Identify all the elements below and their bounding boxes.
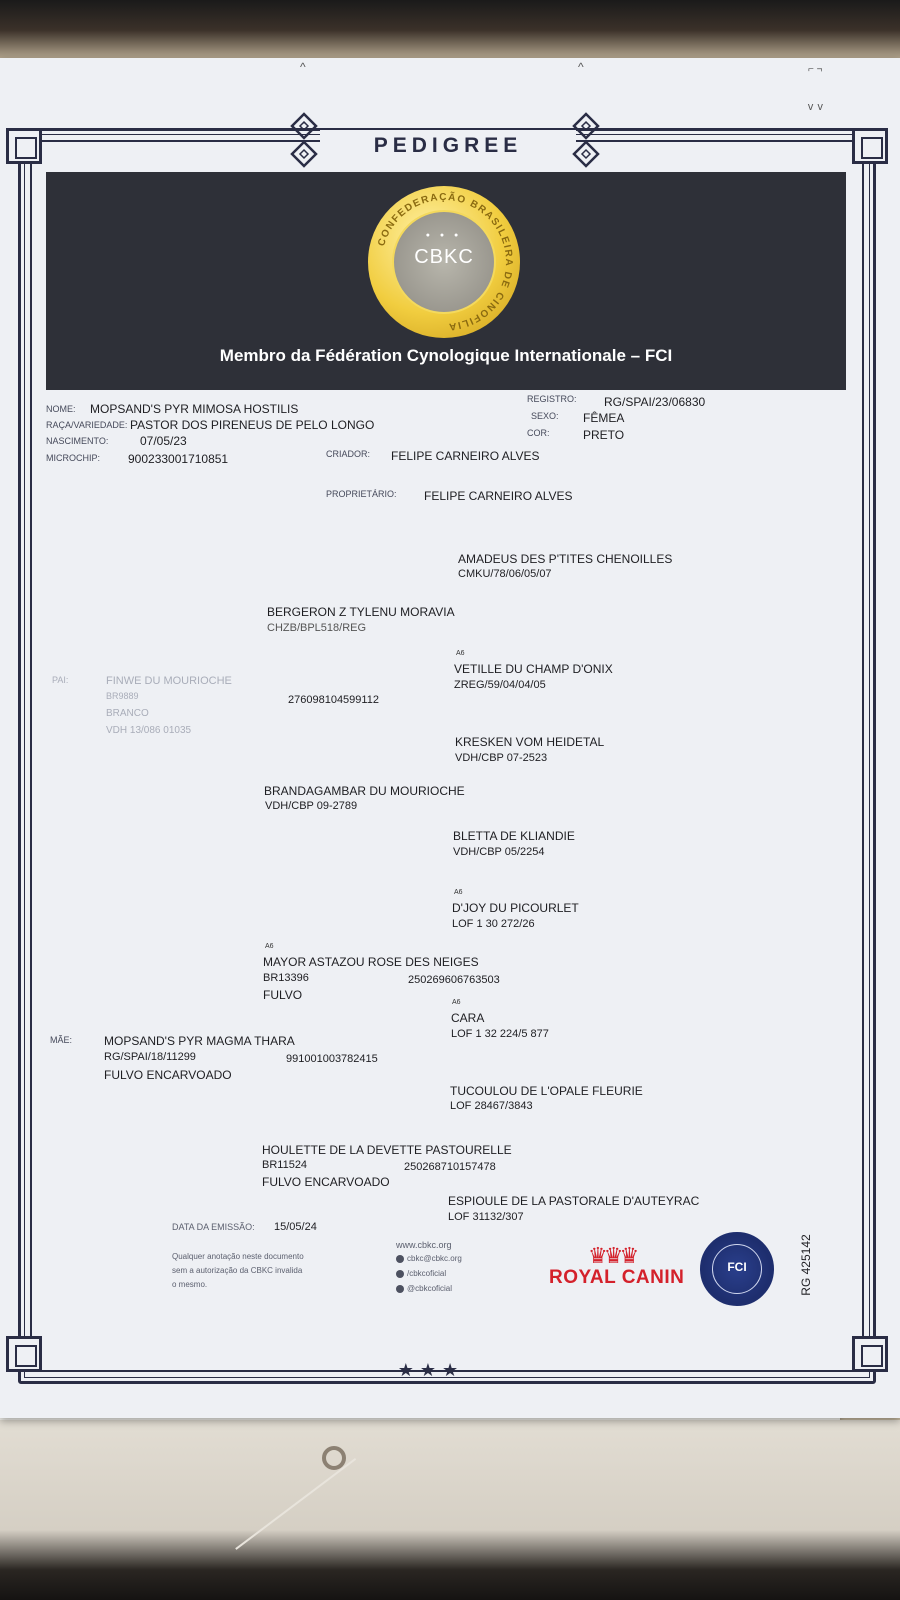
birth-label: NASCIMENTO: [46,436,109,446]
dam-color: FULVO ENCARVOADO [104,1068,232,1082]
dog-birth: 07/05/23 [140,434,187,448]
great-grandparent-registry: LOF 1 32 224/5 877 [451,1028,549,1040]
email-text: cbkc@cbkc.org [407,1254,462,1263]
caret-up-icon: ^ [300,60,306,74]
instagram-text: @cbkcoficial [407,1284,453,1293]
name-label: NOME: [46,404,76,414]
paternal-grandsire-registry: CHZB/BPL518/REG [267,622,367,634]
notice-line: o mesmo. [172,1280,208,1289]
dam-microchip: 991001003782415 [286,1053,378,1065]
fci-member-text: Membro da Fédération Cynologique Internationale – FCI [219,346,673,365]
maternal-granddam-microchip: 250268710157478 [404,1161,496,1173]
great-grandparent-name: VETILLE DU CHAMP D'ONIX [454,662,613,676]
maternal-grandsire-color: FULVO [263,988,303,1002]
great-grandparent-name: D'JOY DU PICOURLET [452,901,579,915]
maternal-grandsire-registry: BR13396 [263,972,309,984]
maternal-granddam-name: HOULETTE DE LA DEVETTE PASTOURELLE [262,1143,512,1157]
great-grandparent-registry: LOF 28467/3843 [450,1100,533,1112]
corner-ornament [852,1336,888,1372]
seal-stars: ● ● ● [425,232,463,239]
great-grandparent-name: CARA [451,1011,485,1025]
great-grandparent-registry: LOF 31132/307 [448,1211,524,1223]
marks-icon: ⌐ ¬ [808,64,823,75]
rating-stars: ★★★ [397,1360,465,1380]
paternal-grandsire-name: BERGERON Z TYLENU MORAVIA [267,605,455,619]
dam-name: MOPSAND'S PYR MAGMA THARA [104,1034,295,1048]
sire-microchip: 276098104599112 [288,694,379,706]
background-bottom [0,1420,900,1600]
a6-badge: A6 [454,889,463,896]
website-link[interactable]: www.cbkc.org [396,1240,452,1250]
maternal-grandsire-name: MAYOR ASTAZOU ROSE DES NEIGES [263,955,479,969]
check-marks-icon: ᵥ ᵥ [808,96,823,113]
rg-number: RG 425142 [799,1234,813,1296]
dog-registry: RG/SPAI/23/06830 [604,395,706,409]
breed-label: RAÇA/VARIEDADE: [46,420,128,430]
dog-color: PRETO [583,428,625,442]
great-grandparent-name: TUCOULOU DE L'OPALE FLEURIE [450,1084,643,1098]
microchip-label: MICROCHIP: [46,453,100,463]
paternal-granddam-registry: VDH/CBP 09-2789 [265,800,358,812]
email-contact[interactable] [396,1254,462,1263]
knot-ornament-icon [290,112,318,168]
sire-name: FINWE DU MOURIOCHE [106,675,232,687]
great-grandparent-registry: CMKU/78/06/05/07 [458,568,552,580]
facebook-icon [396,1270,404,1278]
great-grandparent-registry: ZREG/59/04/04/05 [454,679,546,691]
corner-ornament [852,128,888,164]
sex-label: SEXO: [531,411,559,421]
svg-text:CONFEDERAÇÃO BRASILEIRA DE CIN: CONFEDERAÇÃO BRASILEIRA DE CINOFILIA [376,191,515,333]
crown-icon: ♛♛♛ [588,1243,636,1268]
facebook-text: /cbkcoficial [407,1269,447,1278]
a6-badge: A6 [452,999,461,1006]
instagram-icon [396,1285,404,1293]
maternal-grandsire-microchip: 250269606763503 [408,974,500,986]
dog-owner: FELIPE CARNEIRO ALVES [424,489,573,503]
dog-name: MOPSAND'S PYR MIMOSA HOSTILIS [90,402,299,416]
color-label: COR: [527,428,550,438]
dog-breed: PASTOR DOS PIRENEUS DE PELO LONGO [130,418,375,432]
logo-text: CBKC [414,246,474,268]
a6-badge: A6 [456,650,465,657]
notice-line: Qualquer anotação neste documento [172,1252,304,1261]
email-icon [396,1255,404,1263]
great-grandparent-registry: VDH/CBP 05/2254 [453,846,545,858]
sire-origin-registry: VDH 13/086 01035 [106,725,192,736]
caret-up-icon: ^ [578,60,584,74]
registry-label: REGISTRO: [527,394,577,404]
dog-breeder: FELIPE CARNEIRO ALVES [391,449,540,463]
fci-logo-text: FCI [727,1260,747,1274]
issue-date-label: DATA DA EMISSÃO: [172,1222,255,1232]
a6-badge: A6 [265,943,274,950]
great-grandparent-registry: LOF 1 30 272/26 [452,918,535,930]
knot-ornament-icon [572,112,600,168]
instagram-contact[interactable] [396,1284,452,1293]
sire-registry: BR9889 [106,691,139,701]
great-grandparent-name: AMADEUS DES P'TITES CHENOILLES [458,552,673,566]
sire-label: PAI: [52,675,69,685]
sire-color: BRANCO [106,708,149,719]
maternal-granddam-registry: BR11524 [262,1159,308,1171]
great-grandparent-registry: VDH/CBP 07-2523 [455,752,548,764]
dog-sex: FÊMEA [583,411,625,425]
dam-label: MÃE: [50,1035,73,1045]
corner-ornament [6,1336,42,1372]
maternal-granddam-color: FULVO ENCARVOADO [262,1175,390,1189]
great-grandparent-name: KRESKEN VOM HEIDETAL [455,735,605,749]
great-grandparent-name: ESPIOULE DE LA PASTORALE D'AUTEYRAC [448,1194,700,1208]
issue-date: 15/05/24 [274,1221,317,1233]
sponsor-logo: ROYAL CANIN [549,1267,685,1288]
breeder-label: CRIADOR: [326,449,371,459]
dog-microchip: 900233001710851 [128,452,229,466]
facebook-contact[interactable] [396,1269,446,1278]
dam-registry: RG/SPAI/18/11299 [104,1051,196,1063]
page-title: PEDIGREE [373,134,523,157]
owner-label: PROPRIETÁRIO: [326,489,397,499]
notice-line: sem a autorização da CBKC invalida [172,1266,303,1275]
corner-ornament [6,128,42,164]
paternal-granddam-name: BRANDAGAMBAR DU MOURIOCHE [264,784,465,798]
great-grandparent-name: BLETTA DE KLIANDIE [453,829,575,843]
